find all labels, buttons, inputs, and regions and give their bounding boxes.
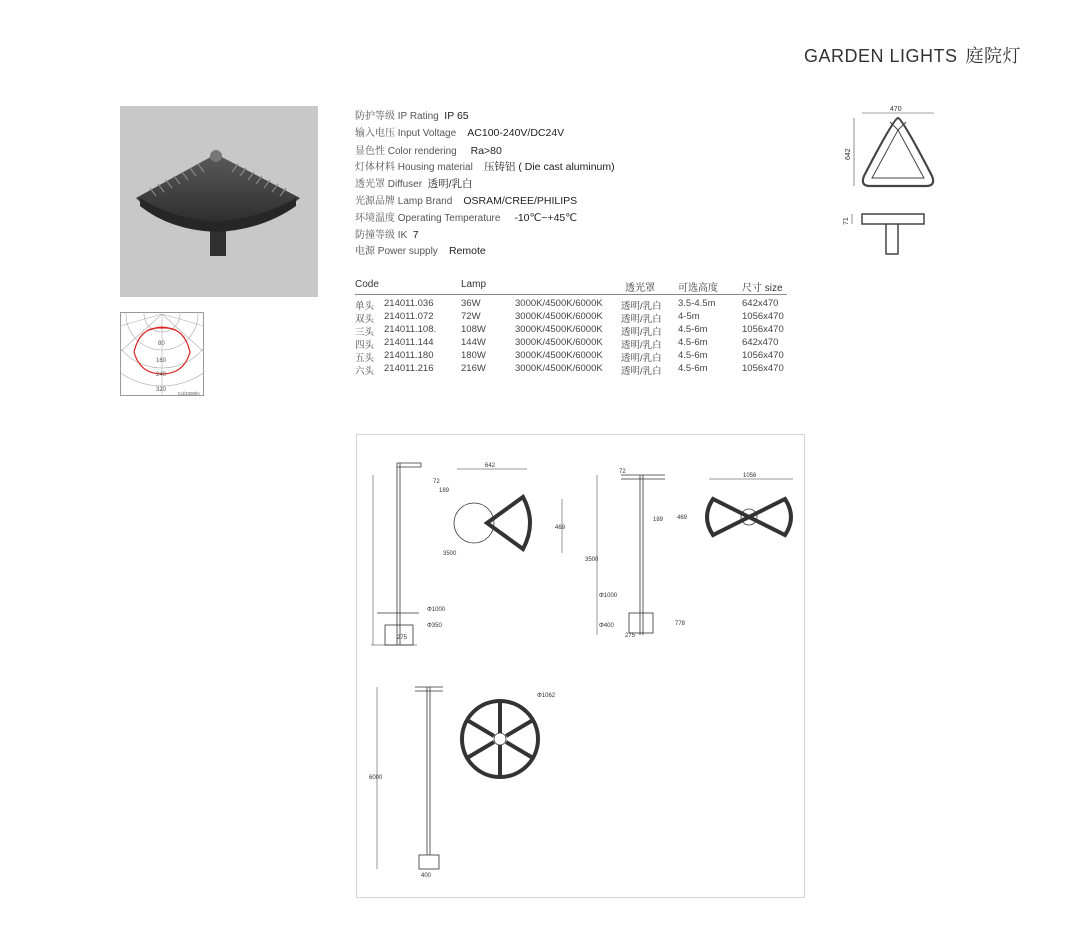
table-header-lamp: Lamp bbox=[461, 279, 487, 290]
table-cell-diffuser: 透明/乳白 bbox=[621, 340, 662, 351]
d2-base-diameter-1: Φ1000 bbox=[599, 593, 618, 599]
table-cell-code: 214011.036 bbox=[384, 298, 434, 309]
table-cell-code: 214011.180 bbox=[384, 350, 434, 361]
table-cell-height: 3.5-4.5m bbox=[678, 298, 716, 309]
table-cell-size: 642x470 bbox=[742, 298, 779, 309]
table-cell-diffuser: 透明/乳白 bbox=[621, 301, 662, 312]
table-cell-code: 214011.072 bbox=[384, 311, 434, 322]
table-cell-head: 双头 bbox=[355, 314, 375, 325]
page-title: GARDEN LIGHTS 庭院灯 bbox=[804, 46, 1022, 66]
table-cell-code: 214011.108. bbox=[384, 324, 437, 335]
table-cell-diffuser: 透明/乳白 bbox=[621, 327, 662, 338]
table-cell-height: 4.5-6m bbox=[678, 350, 708, 361]
dim-side-height: 71 bbox=[843, 217, 850, 225]
table-cell-watt: 36W bbox=[461, 298, 481, 309]
d1-width: 642 bbox=[485, 463, 496, 469]
spec-ip-rating: 防护等级 IP Rating IP 65 bbox=[355, 110, 469, 122]
d1-base-diameter-1: Φ1000 bbox=[427, 607, 446, 613]
dim-top-height: 642 bbox=[845, 148, 852, 160]
polar-label-240: 240 bbox=[156, 372, 167, 378]
d1-base-diameter-2: Φ350 bbox=[427, 623, 442, 629]
spec-diffuser: 透光罩 Diffuser 透明/乳白 bbox=[355, 178, 473, 190]
polar-label-160: 160 bbox=[156, 358, 167, 364]
table-cell-watt: 72W bbox=[461, 311, 481, 322]
table-cell-head: 四头 bbox=[355, 340, 375, 351]
d3-pole-height: 6000 bbox=[369, 775, 383, 781]
table-cell-size: 1056x470 bbox=[742, 350, 784, 361]
d2-pole-diameter: 189 bbox=[653, 517, 664, 523]
table-cell-height: 4.5-6m bbox=[678, 363, 708, 374]
table-cell-height: 4.5-6m bbox=[678, 337, 708, 348]
d1-base-height: 275 bbox=[397, 635, 408, 641]
d3-diameter: Φ1062 bbox=[537, 693, 556, 699]
table-cell-head: 单头 bbox=[355, 301, 375, 312]
table-cell-head: 五头 bbox=[355, 353, 375, 364]
dim-top-width: 470 bbox=[890, 106, 902, 113]
table-cell-diffuser: 透明/乳白 bbox=[621, 366, 662, 377]
d3-base: 400 bbox=[421, 873, 432, 879]
product-photo bbox=[120, 106, 318, 297]
d2-base-depth: 778 bbox=[675, 621, 686, 627]
table-cell-size: 1056x470 bbox=[742, 324, 784, 335]
table-cell-diffuser: 透明/乳白 bbox=[621, 314, 662, 325]
table-cell-watt: 144W bbox=[461, 337, 486, 348]
spec-power-supply: 电源 Power supply Remote bbox=[355, 245, 486, 257]
table-cell-cct: 3000K/4500K/6000K bbox=[515, 324, 603, 335]
d2-base-height: 275 bbox=[625, 633, 636, 639]
table-header-diffuser: 透光罩 bbox=[625, 283, 655, 294]
table-divider bbox=[355, 294, 787, 295]
d1-height: 469 bbox=[555, 525, 566, 531]
table-cell-watt: 180W bbox=[461, 350, 486, 361]
d2-width: 1056 bbox=[743, 473, 757, 479]
table-cell-cct: 3000K/4500K/6000K bbox=[515, 363, 603, 374]
d2-height: 469 bbox=[677, 515, 688, 521]
spec-housing-material: 灯体材料 Housing material 压铸铝 ( Die cast aluminum) bbox=[355, 161, 615, 173]
polar-label-320: 320 bbox=[156, 387, 167, 393]
d1-arm-dim: 72 bbox=[433, 479, 440, 485]
table-cell-code: 214011.216 bbox=[384, 363, 434, 374]
table-cell-head: 三头 bbox=[355, 327, 375, 338]
technical-drawings-panel bbox=[356, 434, 805, 898]
polar-unit-label: Cd/1000lm bbox=[178, 391, 200, 396]
table-cell-cct: 3000K/4500K/6000K bbox=[515, 350, 603, 361]
table-header-code: Code bbox=[355, 279, 379, 290]
d1-pole-diameter: 189 bbox=[439, 488, 450, 494]
d1-pole-height: 3500 bbox=[443, 551, 457, 557]
table-cell-head: 六头 bbox=[355, 366, 375, 377]
table-header-height: 可选高度 bbox=[678, 283, 718, 294]
spec-color-rendering: 显色性 Color rendering Ra>80 bbox=[355, 145, 502, 157]
light-distribution-diagram bbox=[120, 312, 204, 396]
table-cell-cct: 3000K/4500K/6000K bbox=[515, 311, 603, 322]
table-cell-size: 1056x470 bbox=[742, 311, 784, 322]
dimension-drawing-top-side bbox=[840, 104, 940, 264]
spec-operating-temperature: 环境温度 Operating Temperature -10℃~+45℃ bbox=[355, 212, 578, 224]
d2-pole-height: 3500 bbox=[585, 557, 599, 563]
table-cell-code: 214011.144 bbox=[384, 337, 434, 348]
table-header-size: 尺寸 size bbox=[742, 283, 783, 294]
table-cell-watt: 108W bbox=[461, 324, 486, 335]
table-cell-diffuser: 透明/乳白 bbox=[621, 353, 662, 364]
table-cell-cct: 3000K/4500K/6000K bbox=[515, 298, 603, 309]
polar-label-80: 80 bbox=[158, 341, 165, 347]
table-cell-size: 1056x470 bbox=[742, 363, 784, 374]
table-cell-height: 4-5m bbox=[678, 311, 700, 322]
table-cell-height: 4.5-6m bbox=[678, 324, 708, 335]
spec-lamp-brand: 光源品牌 Lamp Brand OSRAM/CREE/PHILIPS bbox=[355, 195, 578, 207]
d2-base-diameter-2: Φ400 bbox=[599, 623, 614, 629]
spec-input-voltage: 输入电压 Input Voltage AC100-240V/DC24V bbox=[355, 127, 565, 139]
spec-ik: 防撞等级 IK 7 bbox=[355, 229, 419, 241]
table-cell-cct: 3000K/4500K/6000K bbox=[515, 337, 603, 348]
table-cell-size: 642x470 bbox=[742, 337, 779, 348]
d2-arm-dim: 72 bbox=[619, 469, 626, 475]
table-cell-watt: 216W bbox=[461, 363, 486, 374]
